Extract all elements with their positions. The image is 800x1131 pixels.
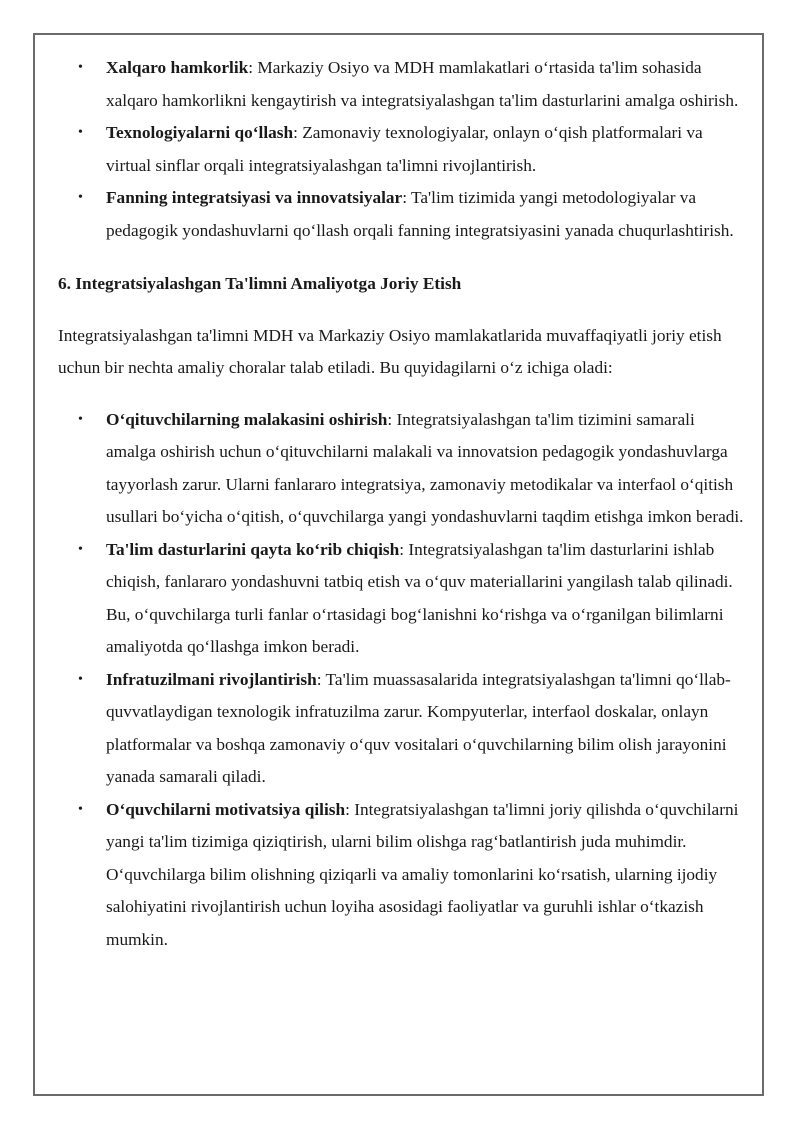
list-item-term: Ta'lim dasturlarini qayta ko‘rib chiqish	[106, 539, 400, 559]
document-body	[58, 52, 748, 956]
bullet-icon: •	[78, 541, 83, 557]
list-item-text: : Integratsiyalashgan ta'lim dasturlarini ishlab chiqish, fanlararo yondashuvni tatbiq etish va o‘quv materiallarini yangilash talab qilinadi. Bu, o‘quvchilarga turli fanlar o‘rtasidagi bog‘lanishni ko‘rishga va o‘rganilgan bilimlarni amaliyotda qo‘llashga imkon beradi.	[106, 539, 733, 656]
list-item-text: : Zamonaviy texnologiyalar, onlayn o‘qish platformalari va virtual sinflar orqali integratsiyalashgan ta'limni rivojlantirish.	[106, 123, 703, 175]
bullet-icon: •	[78, 60, 83, 75]
bullet-list-top	[58, 52, 748, 247]
list-item-text: : Integratsiyalashgan ta'limni joriy qilishda o‘quvchilarni yangi ta'lim tizimiga qiziqtirish, ularni bilim olishga rag‘batlantirish juda muhimdir. O‘quvchilarga bilim olishning qiziqarli va amaliy tomonlarini ko‘rsatish, ularning ijodiy salohiyatini rivojlantirish uchun loyiha asosidagi faoliyatlar va guruhli ishlar o‘tkazish mumkin.	[106, 799, 739, 949]
list-item-text: : Markaziy Osiyo va MDH mamlakatlari o‘rtasida ta'lim sohasida xalqaro hamkorlikni kengaytirish va integratsiyalashgan ta'lim dasturlarini amalga oshirish.	[106, 58, 739, 110]
list-item	[58, 404, 748, 534]
list-item-term: Infratuzilmani rivojlantirish	[106, 669, 317, 689]
list-item	[58, 794, 748, 957]
bullet-list-bottom	[58, 404, 748, 957]
list-item	[58, 534, 748, 664]
list-item-text: : Ta'lim tizimida yangi metodologiyalar va pedagogik yondashuvlarni qo‘llash orqali fanning integratsiyasini yanada chuqurlashtirish.	[106, 188, 734, 240]
bullet-icon: •	[78, 125, 83, 140]
list-item-term: O‘qituvchilarning malakasini oshirish	[106, 409, 388, 429]
list-item-term: Xalqaro hamkorlik	[106, 58, 249, 77]
list-item-text: : Integratsiyalashgan ta'lim tizimini samarali amalga oshirish uchun o‘qituvchilarni malakali va innovatsion pedagogik yondashuvlarga tayyorlash zarur. Ularni fanlararo integratsiya, zamonaviy metodikalar va interfaol o‘qitish usullari bo‘yicha o‘qitish, o‘quvchilarga yangi yondashuvlarni taqdim etishga imkon beradi.	[106, 409, 744, 526]
section-heading: 6. Integratsiyalashgan Ta'limni Amaliyotga Joriy Etish	[58, 274, 462, 293]
list-item	[58, 52, 748, 117]
bullet-icon: •	[78, 411, 83, 427]
bullet-icon: •	[78, 671, 83, 687]
list-item	[58, 664, 748, 794]
list-item	[58, 182, 748, 247]
list-item-term: O‘quvchilarni motivatsiya qilish	[106, 799, 346, 819]
list-item-term: Fanning integratsiyasi va innovatsiyalar	[106, 188, 403, 207]
list-item-term: Texnologiyalarni qo‘llash	[106, 123, 294, 142]
intro-paragraph: Integratsiyalashgan ta'limni MDH va Markaziy Osiyo mamlakatlarida muvaffaqiyatli joriy etish uchun bir nechta amaliy choralar talab etiladi. Bu quyidagilarni o‘z ichiga oladi:	[58, 325, 722, 377]
bullet-icon: •	[78, 190, 83, 205]
list-item-text: : Ta'lim muassasalarida integratsiyalashgan ta'limni qo‘llab-quvvatlaydigan texnologik infratuzilma zarur. Kompyuterlar, interfaol doskalar, onlayn platformalar va boshqa zamonaviy o‘quv vositalari o‘quvchilarning bilim olish jarayonini yanada samarali qiladi.	[106, 669, 731, 786]
list-item	[58, 117, 748, 182]
bullet-icon: •	[78, 801, 83, 817]
